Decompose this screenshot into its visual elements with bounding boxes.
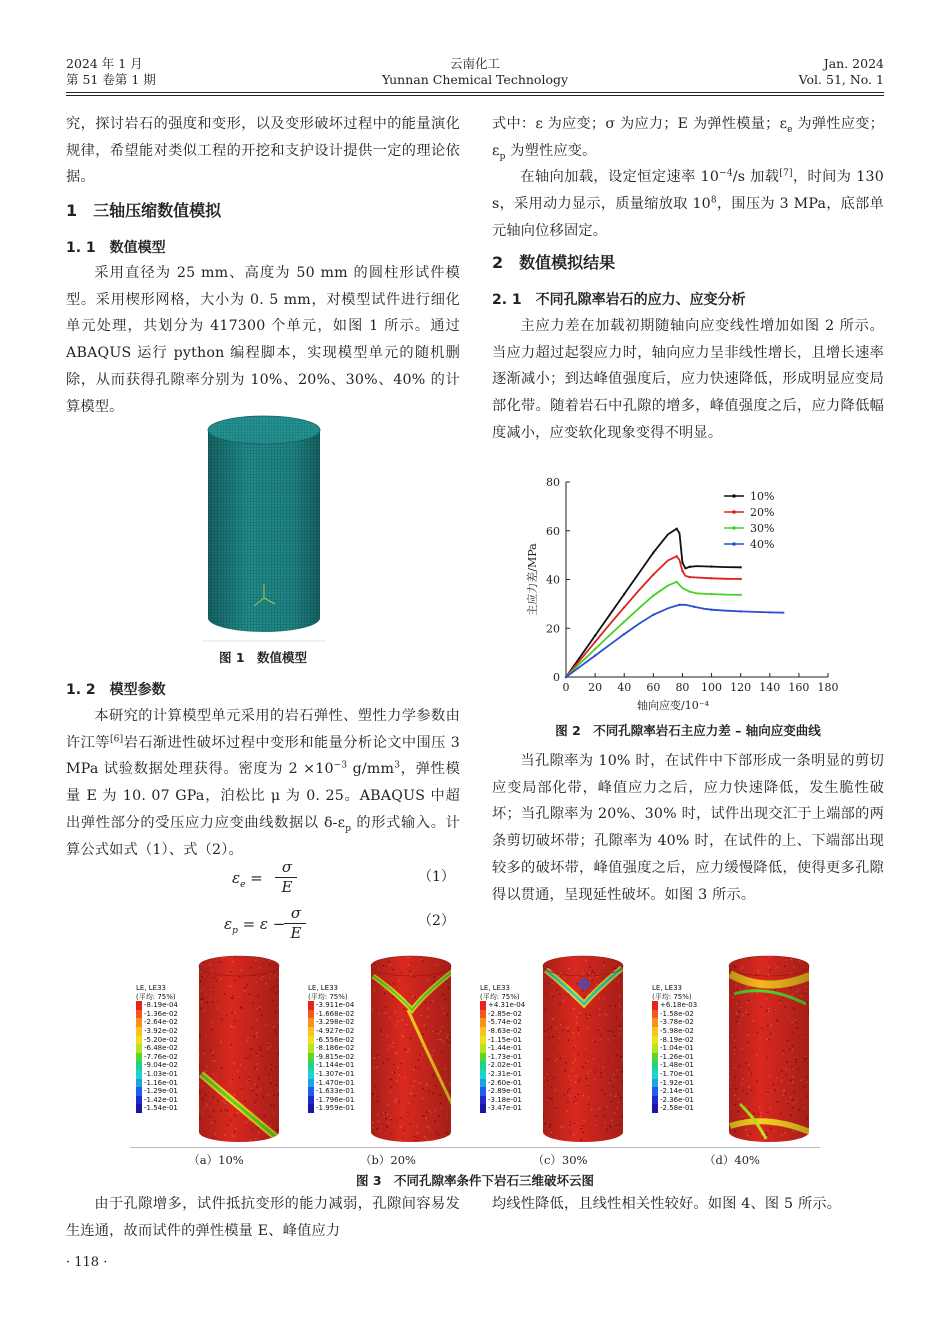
legend-row: [480, 1018, 525, 1027]
data-point: [594, 634, 596, 636]
legend-color-swatch: [652, 1079, 658, 1088]
fracture-cylinder-image: [368, 954, 454, 1146]
contour-legend: [652, 984, 697, 1113]
x-tick-label: 0: [562, 681, 570, 694]
legend-row: [652, 1061, 697, 1070]
legend-color-swatch: [136, 1079, 142, 1088]
figure-1: [202, 408, 326, 644]
fracture-cylinder-image: [726, 954, 812, 1146]
legend-title: LE, LE33: [652, 984, 683, 992]
data-point: [594, 641, 596, 643]
legend-value: -7.76e-02: [144, 1052, 178, 1061]
legend-row: [480, 1053, 525, 1062]
legend-color-swatch: [652, 1096, 658, 1105]
legend-value: -1.633e-01: [316, 1087, 355, 1096]
strain-field: [540, 954, 626, 1146]
legend-color-swatch: [480, 1096, 486, 1105]
data-point: [681, 561, 683, 563]
data-point: [689, 566, 691, 568]
legend-color-swatch: [136, 1096, 142, 1105]
legend-color-swatch: [652, 1018, 658, 1027]
legend-color-swatch: [308, 1070, 314, 1079]
fracture-cylinder-image: [540, 954, 626, 1146]
legend-value: -3.92e-02: [144, 1026, 178, 1035]
legend-value: -6.556e-02: [316, 1035, 355, 1044]
legend-color-swatch: [480, 1001, 486, 1010]
data-point: [693, 606, 695, 608]
legend-color-swatch: [308, 1079, 314, 1088]
data-point: [675, 581, 677, 583]
legend-color-swatch: [136, 1053, 142, 1062]
legend-color-swatch: [308, 1001, 314, 1010]
legend-value: -1.58e-02: [660, 1009, 694, 1018]
y-tick-label: 0: [553, 671, 560, 684]
y-axis-label: 主应力差/MPa: [526, 543, 539, 616]
legend-value: -8.19e-04: [144, 1001, 178, 1010]
legend-value: -5.20e-02: [144, 1035, 178, 1044]
data-point: [769, 611, 771, 613]
data-point: [739, 594, 741, 596]
legend-color-swatch: [652, 1070, 658, 1079]
strain-field: [726, 954, 812, 1146]
legend-value: -1.36e-02: [144, 1009, 178, 1018]
legend-value: -8.186e-02: [316, 1044, 355, 1053]
legend-title: LE, LE33: [480, 984, 511, 992]
legend-color-swatch: [480, 1027, 486, 1036]
legend-color-swatch: [136, 1018, 142, 1027]
legend-row: [136, 1053, 178, 1062]
legend-color-swatch: [480, 1018, 486, 1027]
legend-value: -1.470e-01: [316, 1078, 355, 1087]
legend-color-swatch: [480, 1061, 486, 1070]
legend-value: -1.03e-01: [144, 1069, 178, 1078]
data-point: [710, 593, 712, 595]
legend-color-swatch: [652, 1010, 658, 1019]
legend-color-swatch: [308, 1096, 314, 1105]
legend-value: -2.14e-01: [660, 1087, 694, 1096]
legend-row: [652, 1027, 697, 1036]
header-date-en: Jan. 2024: [823, 56, 884, 71]
legend-value: -1.959e-01: [316, 1104, 355, 1113]
header-volume: 第 51 卷第 1 期: [66, 72, 156, 87]
legend-value: -2.36e-01: [660, 1095, 694, 1104]
legend-color-swatch: [136, 1061, 142, 1070]
figure-3-caption: 图 3 不同孔隙率条件下岩石三维破坏云图: [355, 1173, 595, 1188]
stress-strain-chart: [520, 470, 850, 718]
legend-color-swatch: [480, 1053, 486, 1062]
legend-row: [480, 1087, 525, 1096]
legend-color-swatch: [136, 1036, 142, 1045]
legend-row: [136, 1104, 178, 1113]
header-rule-thin: [66, 95, 884, 96]
legend-value: -3.78e-02: [660, 1018, 694, 1027]
legend-value: -1.15e-01: [488, 1035, 522, 1044]
panel-c-label: （c）30%: [532, 1153, 588, 1167]
x-tick-label: 100: [701, 681, 723, 694]
legend-row: [652, 1104, 697, 1113]
legend-subtitle: (平均: 75%): [480, 992, 520, 1001]
section-1-1-title: 1. 1 数值模型: [66, 240, 166, 256]
data-point: [565, 676, 567, 678]
panel-d-label: （d）40%: [704, 1153, 760, 1167]
mesh-cylinder-image: [202, 408, 326, 644]
section-2-title: 2 数值模拟结果: [492, 253, 616, 272]
legend-row: [480, 1010, 525, 1019]
legend-row: [136, 1027, 178, 1036]
data-point: [652, 594, 654, 596]
x-tick-label: 140: [759, 681, 781, 694]
figure-2-caption: 图 2 不同孔隙率岩石主应力差 – 轴向应变曲线: [555, 723, 821, 738]
legend-value: +4.31e-04: [488, 1001, 526, 1010]
legend-value: -2.89e-01: [488, 1087, 522, 1096]
data-point: [675, 528, 677, 530]
legend-color-swatch: [136, 1087, 142, 1096]
legend-color-swatch: [480, 1079, 486, 1088]
reference-7[interactable]: [7]: [779, 168, 793, 179]
x-tick-label: 40: [617, 681, 632, 694]
data-point: [681, 570, 683, 572]
legend-color-swatch: [480, 1087, 486, 1096]
legend-color-swatch: [652, 1001, 658, 1010]
data-point: [652, 614, 654, 616]
legend-row: [136, 1070, 178, 1079]
legend-value: -2.60e-01: [488, 1078, 522, 1087]
legend-row: [652, 1010, 697, 1019]
header-center: [375, 56, 575, 88]
panel-a-label: （a）10%: [188, 1153, 244, 1167]
legend-row: [308, 1001, 354, 1010]
panel-b-label: （b）20%: [360, 1153, 416, 1167]
legend-marker: [732, 510, 736, 514]
legend-row: [308, 1018, 354, 1027]
data-point: [623, 620, 625, 622]
y-tick-label: 40: [546, 573, 560, 587]
legend-value: -1.92e-01: [660, 1078, 694, 1087]
series-line-40pct: [566, 605, 784, 677]
legend-color-swatch: [480, 1104, 486, 1113]
fig3-panel-d: [646, 952, 818, 1148]
intro-text: 究，探讨岩石的强度和变形，以及变形破坏过程中的能量演化规律，希望能对类似工程的开挖和支护设计提供一定的理论依据。: [66, 116, 460, 186]
data-point: [678, 604, 680, 606]
legend-color-swatch: [652, 1053, 658, 1062]
page-number: · 118 ·: [66, 1255, 108, 1270]
legend-label: 20%: [750, 506, 775, 519]
legend-row: [308, 1027, 354, 1036]
legend-color-swatch: [308, 1036, 314, 1045]
section-2-1-body: [492, 313, 884, 447]
legend-row: [308, 1087, 354, 1096]
legend-value: -9.815e-02: [316, 1052, 355, 1061]
legend-value: -1.42e-01: [144, 1095, 178, 1104]
legend-value: -3.298e-02: [316, 1018, 355, 1027]
legend-value: -3.18e-01: [488, 1095, 522, 1104]
equation-2: $\varepsilon_p = \varepsilon$ − σ E: [224, 904, 364, 944]
legend-row: [308, 1061, 354, 1070]
section-1-2-text: 本研究的计算模型单元采用的岩石弹性、塑性力学参数由许江等[6]岩石渐进性破坏过程中变形和能量分析论文中围压 3 MPa 试验数据处理获得。密度为 $2 \times 10^{-3}$ $g/mm^3$，弹性模量 E 为 10. 07 GPa，泊松比 μ 为 0. 25。ABAQUS 中超出弹性部分的受压应力应变曲线数据以 $\delta-\varepsilon_p$ 的形式输入。计算公式如式（1）、式（2）。: [66, 708, 460, 858]
legend-value: -1.668e-02: [316, 1009, 355, 1018]
x-axis-label: 轴向应变/10⁻⁴: [637, 699, 709, 712]
data-point: [739, 566, 741, 568]
header-left: [66, 56, 156, 88]
legend-color-swatch: [308, 1027, 314, 1036]
legend-row: [652, 1053, 697, 1062]
legend-value: -1.26e-01: [660, 1052, 694, 1061]
legend-label: 30%: [750, 522, 775, 535]
bottom-right-paragraph: 均线性降低，且线性相关性较好。如图 4、图 5 所示。: [492, 1196, 842, 1212]
right-defs: [492, 111, 884, 245]
legend-row: [308, 1096, 354, 1105]
figure-2-chart: [520, 470, 850, 718]
data-point: [689, 590, 691, 592]
legend-value: -2.64e-02: [144, 1018, 178, 1027]
x-tick-label: 60: [646, 681, 661, 694]
legend-color-swatch: [308, 1018, 314, 1027]
legend-row: [652, 1044, 697, 1053]
legend-value: -4.927e-02: [316, 1026, 355, 1035]
legend-row: [308, 1036, 354, 1045]
data-point: [710, 609, 712, 611]
legend-value: -5.74e-02: [488, 1018, 522, 1027]
data-point: [594, 648, 596, 650]
legend-row: [480, 1036, 525, 1045]
legend-value: -1.307e-01: [316, 1069, 355, 1078]
legend-row: [652, 1070, 697, 1079]
legend-row: [308, 1070, 354, 1079]
header-right: [799, 56, 884, 88]
series-line-10pct: [566, 529, 741, 677]
legend-color-swatch: [136, 1044, 142, 1053]
legend-row: [480, 1044, 525, 1053]
legend-color-swatch: [308, 1061, 314, 1070]
y-tick-label: 80: [546, 476, 560, 489]
data-point: [594, 654, 596, 656]
bottom-right-text: [492, 1191, 884, 1218]
header-rule: [66, 92, 884, 93]
strain-field: [196, 954, 282, 1146]
legend-marker: [732, 542, 736, 546]
x-tick-label: 120: [730, 681, 752, 694]
legend-color-swatch: [652, 1044, 658, 1053]
header-date: 2024 年 1 月: [66, 56, 143, 71]
legend-row: [136, 1036, 178, 1045]
legend-row: [480, 1061, 525, 1070]
legend-row: [652, 1087, 697, 1096]
legend-marker: [732, 494, 736, 498]
legend-value: -1.796e-01: [316, 1095, 355, 1104]
data-point: [710, 565, 712, 567]
legend-color-swatch: [480, 1070, 486, 1079]
strain-field: [368, 954, 454, 1146]
legend-title: LE, LE33: [308, 984, 339, 992]
contour-legend: [308, 984, 354, 1113]
data-point: [652, 551, 654, 553]
legend-color-swatch: [308, 1087, 314, 1096]
intro-paragraph: [66, 111, 460, 191]
legend-row: [308, 1044, 354, 1053]
data-point: [739, 610, 741, 612]
legend-value: -2.31e-01: [488, 1069, 522, 1078]
header-volume-en: Vol. 51, No. 1: [798, 72, 884, 87]
legend-value: -3.911e-04: [316, 1001, 355, 1010]
section-1-2-title: 1. 2 模型参数: [66, 682, 166, 698]
legend-row: [652, 1001, 697, 1010]
equation-1-number: （1）: [418, 869, 455, 885]
legend-value: -1.44e-01: [488, 1044, 522, 1053]
legend-value: -1.54e-01: [144, 1104, 178, 1113]
loading-description: 在轴向加载，设定恒定速率 $10^{-4}/s$ 加载[7]，时间为 130 s，采用动力显示，质量缩放取 $10^8$，围压为 3 MPa，底部单元轴向位移固定。: [492, 168, 884, 239]
journal-title-en: Yunnan Chemical Technology: [381, 72, 569, 87]
legend-row: [136, 1044, 178, 1053]
section-1-1-text: 采用直径为 25 mm、高度为 50 mm 的圆柱形试件模型。采用楔形网格，大小为 0. 5 mm，对模型试件进行细化单元处理，共划分为 417300 个单元，如图 1 所示。通过 ABAQUS 运行 python 编程脚本，实现模型单元的随机删除，从而获得孔隙率分别为 10%、20%、30%、40% 的计算模型。: [66, 265, 460, 415]
legend-color-swatch: [136, 1001, 142, 1010]
legend-subtitle: (平均: 75%): [136, 992, 176, 1001]
equation-1: $\varepsilon_e$ = σ E: [232, 858, 352, 898]
legend-row: [652, 1096, 697, 1105]
legend-row: [136, 1001, 178, 1010]
bottom-left-text: [66, 1191, 460, 1244]
legend-value: -9.04e-02: [144, 1061, 178, 1070]
legend-row: [308, 1104, 354, 1113]
legend-value: -2.85e-02: [488, 1009, 522, 1018]
figure-3-labels: [130, 1153, 820, 1169]
legend-value: -3.47e-01: [488, 1104, 522, 1113]
journal-title-cn: 云南化工: [449, 56, 500, 71]
legend-value: -1.04e-01: [660, 1044, 694, 1053]
legend-color-swatch: [308, 1044, 314, 1053]
legend-value: -1.70e-01: [660, 1069, 694, 1078]
contour-legend: [480, 984, 525, 1113]
data-point: [675, 555, 677, 557]
figure-1-caption: 图 1 数值模型: [218, 650, 308, 665]
legend-row: [652, 1018, 697, 1027]
legend-row: [308, 1053, 354, 1062]
x-tick-label: 80: [675, 681, 690, 694]
legend-title: LE, LE33: [136, 984, 167, 992]
legend-row: [136, 1087, 178, 1096]
legend-color-swatch: [652, 1104, 658, 1113]
data-point: [689, 576, 691, 578]
data-point: [623, 606, 625, 608]
after-figure-2: [492, 748, 884, 908]
fig3-panel-b: [302, 952, 474, 1148]
data-point: [739, 578, 741, 580]
section-1-title: 1 三轴压缩数值模拟: [66, 201, 222, 220]
legend-color-swatch: [652, 1061, 658, 1070]
legend-value: -1.48e-01: [660, 1061, 694, 1070]
legend-row: [480, 1104, 525, 1113]
legend-color-swatch: [480, 1036, 486, 1045]
legend-subtitle: (平均: 75%): [308, 992, 348, 1001]
legend-row: [652, 1079, 697, 1088]
section-1-2-body: [66, 703, 460, 863]
legend-value: -1.73e-01: [488, 1052, 522, 1061]
legend-color-swatch: [308, 1104, 314, 1113]
section-1-1-body: [66, 260, 460, 420]
legend-row: [308, 1079, 354, 1088]
data-point: [652, 573, 654, 575]
section-2-1-text: 主应力差在加载初期随轴向应变线性增加如图 2 所示。当应力超过起裂应力时，轴向应力呈非线性增长，且增长速率逐渐减小；到达峰值强度后，应力快速降低，形成明显应变局部化带。随着岩石中孔隙的增多，峰值强度之后，应力降低幅度减小，应变软化现象变得不明显。: [492, 318, 884, 441]
legend-row: [480, 1079, 525, 1088]
legend-value: +6.18e-03: [660, 1001, 698, 1010]
reference-6[interactable]: [6]: [109, 733, 124, 744]
legend-value: -8.19e-02: [660, 1035, 694, 1044]
symbol-definitions: 式中：ε 为应变；σ 为应力；E 为弹性模量；$\varepsilon_e$ 为弹性应变；$\varepsilon_p$ 为塑性应变。: [492, 116, 884, 162]
legend-row: [308, 1010, 354, 1019]
legend-color-swatch: [652, 1027, 658, 1036]
legend-row: [480, 1070, 525, 1079]
x-tick-label: 20: [588, 681, 603, 694]
legend-row: [652, 1036, 697, 1045]
legend-row: [136, 1061, 178, 1070]
legend-color-swatch: [136, 1010, 142, 1019]
legend-color-swatch: [480, 1010, 486, 1019]
legend-color-swatch: [136, 1104, 142, 1113]
legend-value: -1.16e-01: [144, 1078, 178, 1087]
legend-row: [480, 1096, 525, 1105]
equation-2-number: （2）: [418, 913, 455, 929]
contour-legend: [136, 984, 178, 1113]
legend-color-swatch: [480, 1044, 486, 1053]
legend-color-swatch: [652, 1087, 658, 1096]
legend-subtitle: (平均: 75%): [652, 992, 692, 1001]
legend-value: -1.144e-01: [316, 1061, 355, 1070]
legend-value: -1.29e-01: [144, 1087, 178, 1096]
legend-value: -2.58e-01: [660, 1104, 694, 1113]
legend-row: [480, 1001, 525, 1010]
bottom-left-paragraph: 由于孔隙增多，试件抵抗变形的能力减弱，孔隙间容易发生连通，故而试件的弹性模量 E、峰值应力: [66, 1196, 460, 1239]
legend-color-swatch: [136, 1070, 142, 1079]
y-tick-label: 20: [546, 622, 560, 636]
data-point: [710, 577, 712, 579]
legend-color-swatch: [652, 1036, 658, 1045]
data-point: [623, 633, 625, 635]
x-tick-label: 180: [817, 681, 839, 694]
legend-row: [480, 1027, 525, 1036]
legend-marker: [732, 526, 736, 530]
legend-color-swatch: [308, 1053, 314, 1062]
fracture-cylinder-image: [196, 954, 282, 1146]
legend-label: 10%: [750, 490, 775, 503]
legend-color-swatch: [308, 1010, 314, 1019]
figure-3-panels: [130, 952, 820, 1148]
legend-row: [136, 1018, 178, 1027]
legend-value: -8.63e-02: [488, 1026, 522, 1035]
legend-value: -5.98e-02: [660, 1026, 694, 1035]
y-tick-label: 60: [546, 524, 560, 538]
legend-color-swatch: [136, 1027, 142, 1036]
figure-3: [130, 952, 820, 1148]
legend-value: -6.48e-02: [144, 1044, 178, 1053]
fig3-panel-c: [474, 952, 646, 1148]
legend-label: 40%: [750, 538, 775, 551]
data-point: [623, 593, 625, 595]
legend-value: -2.02e-01: [488, 1061, 522, 1070]
x-tick-label: 160: [788, 681, 810, 694]
legend-row: [136, 1010, 178, 1019]
section-2-1-title: 2. 1 不同孔隙率岩石的应力、应变分析: [492, 292, 746, 308]
failure-mode-text: 当孔隙率为 10% 时，在试件中下部形成一条明显的剪切应变局部化带，峰值应力之后，应力快速降低，发生脆性破坏；当孔隙率为 20%、30% 时，试件出现交汇于上端部的两条剪切破坏带；孔隙率为 40% 时，在试件的上、下端部出现较多的破坏带，峰值强度之后，应力缓慢降低，使得更多孔隙得以贯通，呈现延性破坏。如图 3 所示。: [492, 753, 884, 903]
fig3-panel-a: [130, 952, 302, 1148]
legend-row: [136, 1079, 178, 1088]
legend-row: [136, 1096, 178, 1105]
